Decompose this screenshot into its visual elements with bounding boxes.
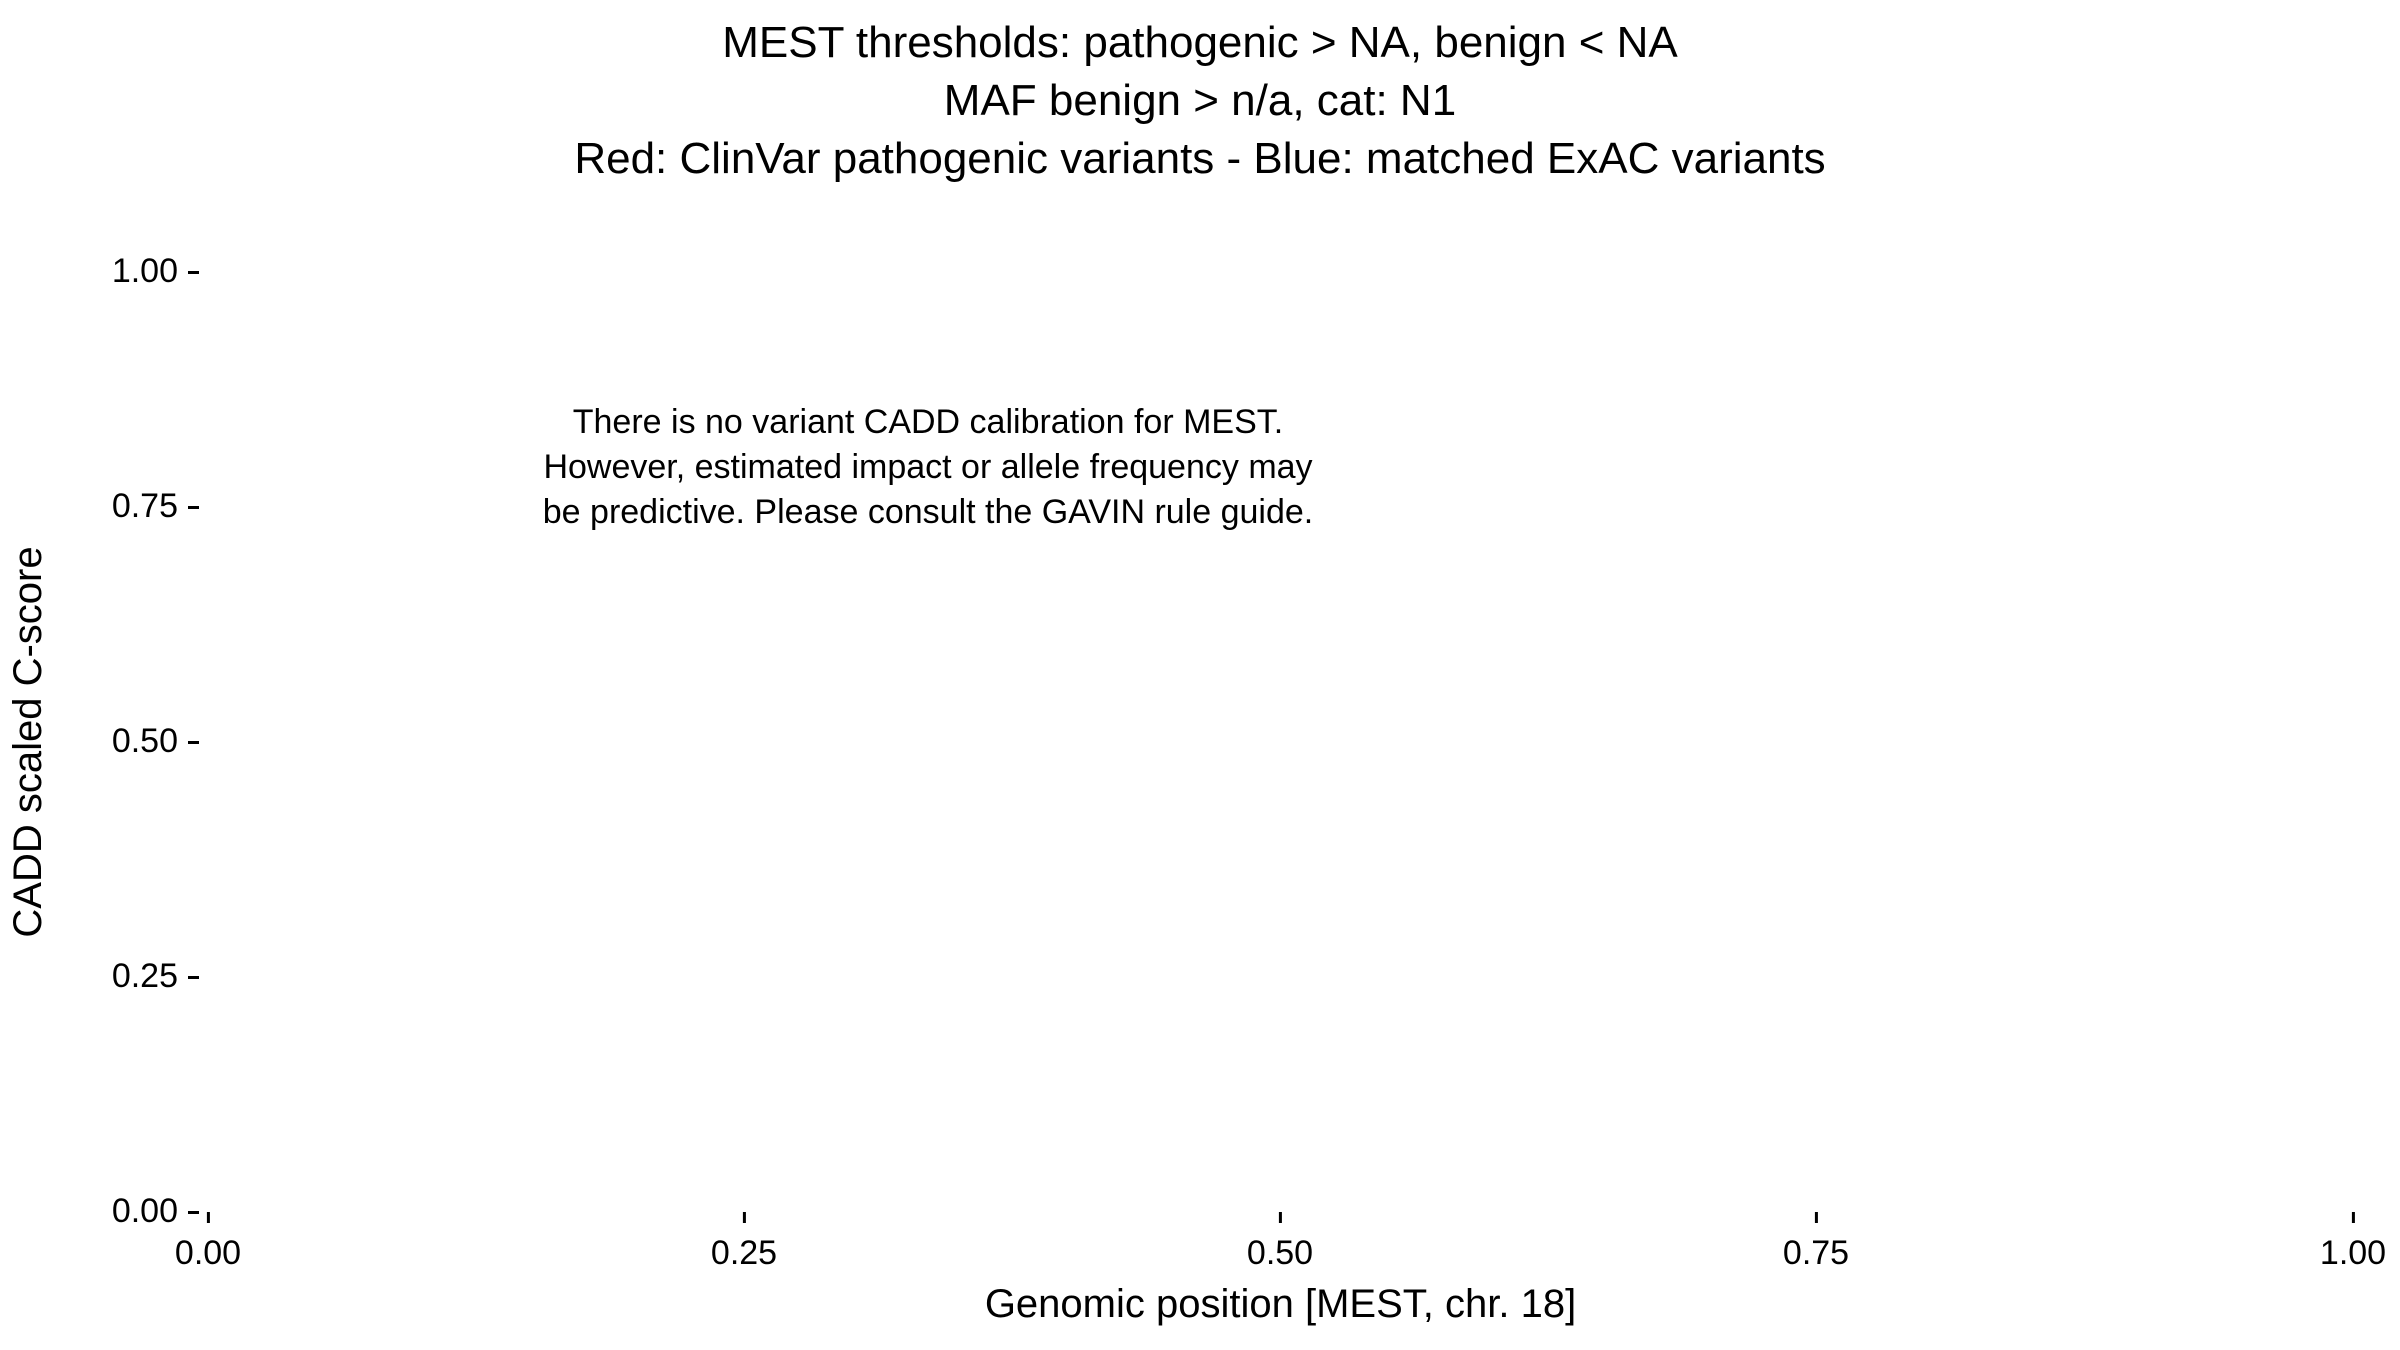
x-tick-mark-4 <box>2352 1212 2355 1223</box>
y-tick-mark-3 <box>188 506 199 509</box>
panel-annotation <box>208 400 1648 535</box>
y-tick-label-1: 0.25 <box>111 956 178 995</box>
x-tick-label-4: 1.00 <box>2319 1234 2387 1272</box>
x-tick-2 <box>1247 1212 1313 1273</box>
y-tick-label-3: 0.75 <box>111 486 178 525</box>
x-tick-4 <box>2320 1212 2386 1273</box>
y-axis <box>0 251 208 1230</box>
x-tick-mark-2 <box>1279 1212 1282 1223</box>
panel-annotation-line-2: However, estimated impact or allele frequency may <box>543 447 1313 486</box>
y-tick-label-4: 1.00 <box>111 251 178 290</box>
y-tick-label-0: 0.00 <box>111 1191 178 1230</box>
chart-title <box>0 14 2400 188</box>
x-tick-mark-1 <box>743 1212 746 1223</box>
y-tick-label-2: 0.50 <box>111 721 178 760</box>
x-tick-mark-0 <box>207 1212 210 1223</box>
y-tick-mark-1 <box>188 976 199 979</box>
chart-title-line-2: MAF benign > n/a, cat: N1 <box>943 76 1457 126</box>
panel-annotation-line-3: be predictive. Please consult the GAVIN rule guide. <box>542 492 1314 531</box>
x-tick-mark-3 <box>1815 1212 1818 1223</box>
x-axis-title: Genomic position [MEST, chr. 18] <box>984 1282 1577 1326</box>
y-axis-title: CADD scaled C-score <box>6 546 50 938</box>
plot-panel <box>208 272 2353 1212</box>
x-tick-label-3: 0.75 <box>1782 1234 1850 1272</box>
x-tick-3 <box>1783 1212 1849 1273</box>
chart-title-line-3: Red: ClinVar pathogenic variants - Blue: matched ExAC variants <box>574 134 1826 184</box>
y-tick-mark-4 <box>188 271 199 274</box>
x-tick-1 <box>711 1212 777 1273</box>
y-tick-mark-2 <box>188 741 199 744</box>
x-tick-0 <box>175 1212 241 1273</box>
x-tick-label-0: 0.00 <box>174 1234 242 1272</box>
chart-title-line-1: MEST thresholds: pathogenic > NA, benign < NA <box>722 18 1678 67</box>
x-tick-label-1: 0.25 <box>710 1234 778 1272</box>
panel-annotation-line-1: There is no variant CADD calibration for MEST. <box>572 403 1284 441</box>
x-tick-label-2: 0.50 <box>1246 1234 1314 1272</box>
x-axis <box>174 1212 2387 1282</box>
